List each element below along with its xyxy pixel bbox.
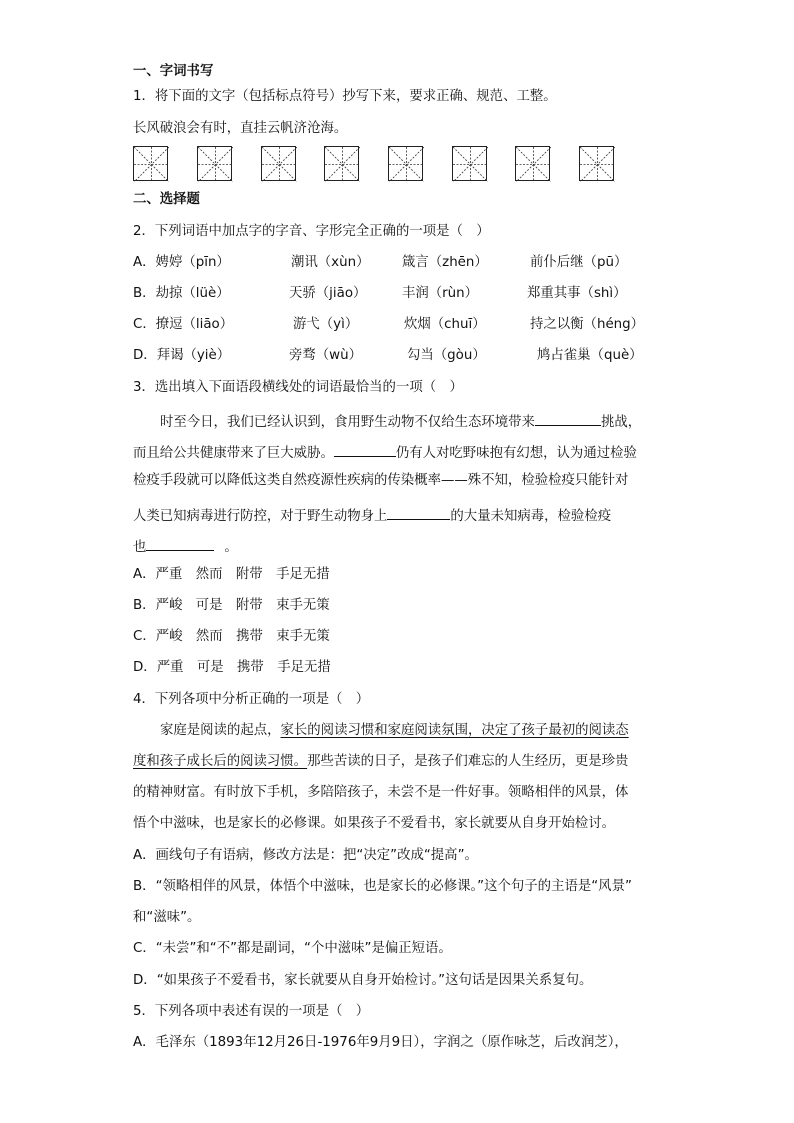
writing-grid-cell[interactable]: [452, 146, 487, 181]
q2-option-b-word-1: B．劫掠（lüè）: [133, 286, 230, 301]
q3-passage-text: 仍有人对吃野味抱有幻想，认为通过检验: [395, 446, 637, 461]
writing-grid-cell[interactable]: [133, 146, 168, 181]
writing-grid-cell[interactable]: [324, 146, 359, 181]
q2-option-c-word-2: 游弋（yì）: [293, 317, 359, 332]
q3-passage-text: 也: [133, 540, 147, 555]
q3-passage-line-4: [133, 506, 611, 523]
q2-option-a-word-3: 箴言（zhēn）: [402, 255, 488, 270]
q4-passage-line-4: 悟个中滋味，也是家长的必修课。如果孩子不爱看书，家长就要从自身开始检讨。: [133, 816, 616, 831]
q3-passage-line-5: [133, 537, 238, 554]
writing-grid-cell[interactable]: [197, 146, 232, 181]
q5-option-a[interactable]: A．毛泽东（1893年12月26日-1976年9月9日），字润之（原作咏芝，后改润芝），: [133, 1035, 628, 1050]
question-2-stem: 2．下列词语中加点字的字音、字形完全正确的一项是（ ）: [133, 224, 490, 239]
q2-option-b-word-3: 丰润（rùn）: [402, 286, 479, 301]
q3-passage-line-3: 检疫手段就可以降低这类自然疫源性疾病的传染概率——殊不知，检验检疫只能针对: [133, 473, 629, 488]
q4-option-b[interactable]: B．“领略相伴的风景，体悟个中滋味，也是家长的必修课。”这个句子的主语是“风景”: [133, 879, 632, 894]
q4-option-d[interactable]: D．“如果孩子不爱看书，家长就要从自身开始检讨。”这句话是因果关系复句。: [133, 973, 593, 988]
q2-option-d-word-1: D．拜谒（yiè）: [133, 348, 231, 363]
section-title-2: 二、选择题: [133, 192, 200, 207]
q4-passage-text: 家庭是阅读的起点，: [160, 723, 281, 738]
q4-passage-line-2: [133, 755, 628, 768]
q2-option-c-word-1: C．撩逗（liāo）: [133, 317, 234, 332]
q3-passage-line-2: [133, 443, 637, 460]
q2-option-b-word-2: 天骄（jiāo）: [289, 286, 367, 301]
q3-passage-line-1: [160, 412, 641, 429]
q3-passage-text: 人类已知病毒进行防控，对于野生动物身上: [133, 509, 388, 524]
q3-passage-text: 而且给公共健康带来了巨大威胁。: [133, 446, 334, 461]
writing-grid-cell[interactable]: [579, 146, 614, 181]
q2-option-d-word-2: 旁骛（wù）: [289, 348, 363, 363]
q3-passage-text: 时至今日，我们已经认识到，食用野生动物不仅给生态环境带来: [160, 415, 535, 430]
q2-option-c-word-3: 炊烟（chuī）: [404, 317, 486, 332]
q3-option-c[interactable]: C．严峻 然而 携带 束手无策: [133, 629, 330, 644]
q2-option-d-word-3: 勾当（gòu）: [407, 348, 486, 363]
q4-option-c[interactable]: C．“未尝”和“不”都是副词，“个中滋味”是偏正短语。: [133, 941, 452, 956]
q4-option-a[interactable]: A．画线句子有语病，修改方法是：把“决定”改成“提高”。: [133, 848, 478, 863]
q2-option-c-word-4: 持之以衡（héng）: [530, 317, 645, 332]
q4-option-b-continued: 和“滋味”。: [133, 910, 201, 925]
q3-passage-text: 挑战，: [600, 415, 642, 430]
q3-option-d[interactable]: D．严重 可是 携带 手足无措: [133, 660, 331, 675]
question-3-stem: 3．选出填入下面语段横线处的词语最恰当的一项（ ）: [133, 380, 463, 395]
fill-blank-2[interactable]: [334, 443, 396, 457]
q4-underlined-sentence: 度和孩子成长后的阅读习惯。: [133, 754, 308, 769]
writing-grid-cell[interactable]: [261, 146, 296, 181]
q3-option-a[interactable]: A．严重 然而 附带 手足无措: [133, 567, 330, 582]
section-title-1: 一、字词书写: [133, 64, 214, 79]
q3-passage-text: 的大量未知病毒，检验检疫: [450, 509, 612, 524]
question-5-stem: 5．下列各项中表述有误的一项是（ ）: [133, 1004, 370, 1019]
q2-option-b-word-4: 郑重其事（shì）: [527, 286, 627, 301]
q4-passage-text: 那些苦读的日子，是孩子们难忘的人生经历，更是珍贵: [307, 754, 629, 769]
question-4-stem: 4．下列各项中分析正确的一项是（ ）: [133, 692, 370, 707]
q2-option-a-word-1: A．娉婷（pīn）: [133, 255, 230, 270]
q4-underlined-sentence: 家长的阅读习惯和家庭阅读氛围，决定了孩子最初的阅读态: [280, 723, 629, 738]
fill-blank-1[interactable]: [535, 412, 601, 426]
fill-blank-4[interactable]: [146, 537, 214, 551]
q2-option-a-word-2: 潮讯（xùn）: [291, 255, 370, 270]
writing-grid-cell[interactable]: [515, 146, 550, 181]
q2-option-d-word-4: 鸠占雀巢（què）: [537, 348, 643, 363]
fill-blank-3[interactable]: [387, 506, 450, 520]
q3-passage-text: 。: [224, 540, 238, 555]
q4-passage-line-3: 的精神财富。有时放下手机，多陪陪孩子，未尝不是一件好事。领略相伴的风景，体: [133, 785, 629, 800]
q4-passage-line-1: [160, 724, 629, 737]
writing-grid-cell[interactable]: [388, 146, 423, 181]
q2-option-a-word-4: 前仆后继（pū）: [530, 255, 628, 270]
question-1-stem: 1．将下面的文字（包括标点符号）抄写下来，要求正确、规范、工整。: [133, 89, 557, 104]
question-1-text: 长风破浪会有时，直挂云帆济沧海。: [133, 121, 348, 136]
q3-option-b[interactable]: B．严峻 可是 附带 束手无策: [133, 598, 330, 613]
